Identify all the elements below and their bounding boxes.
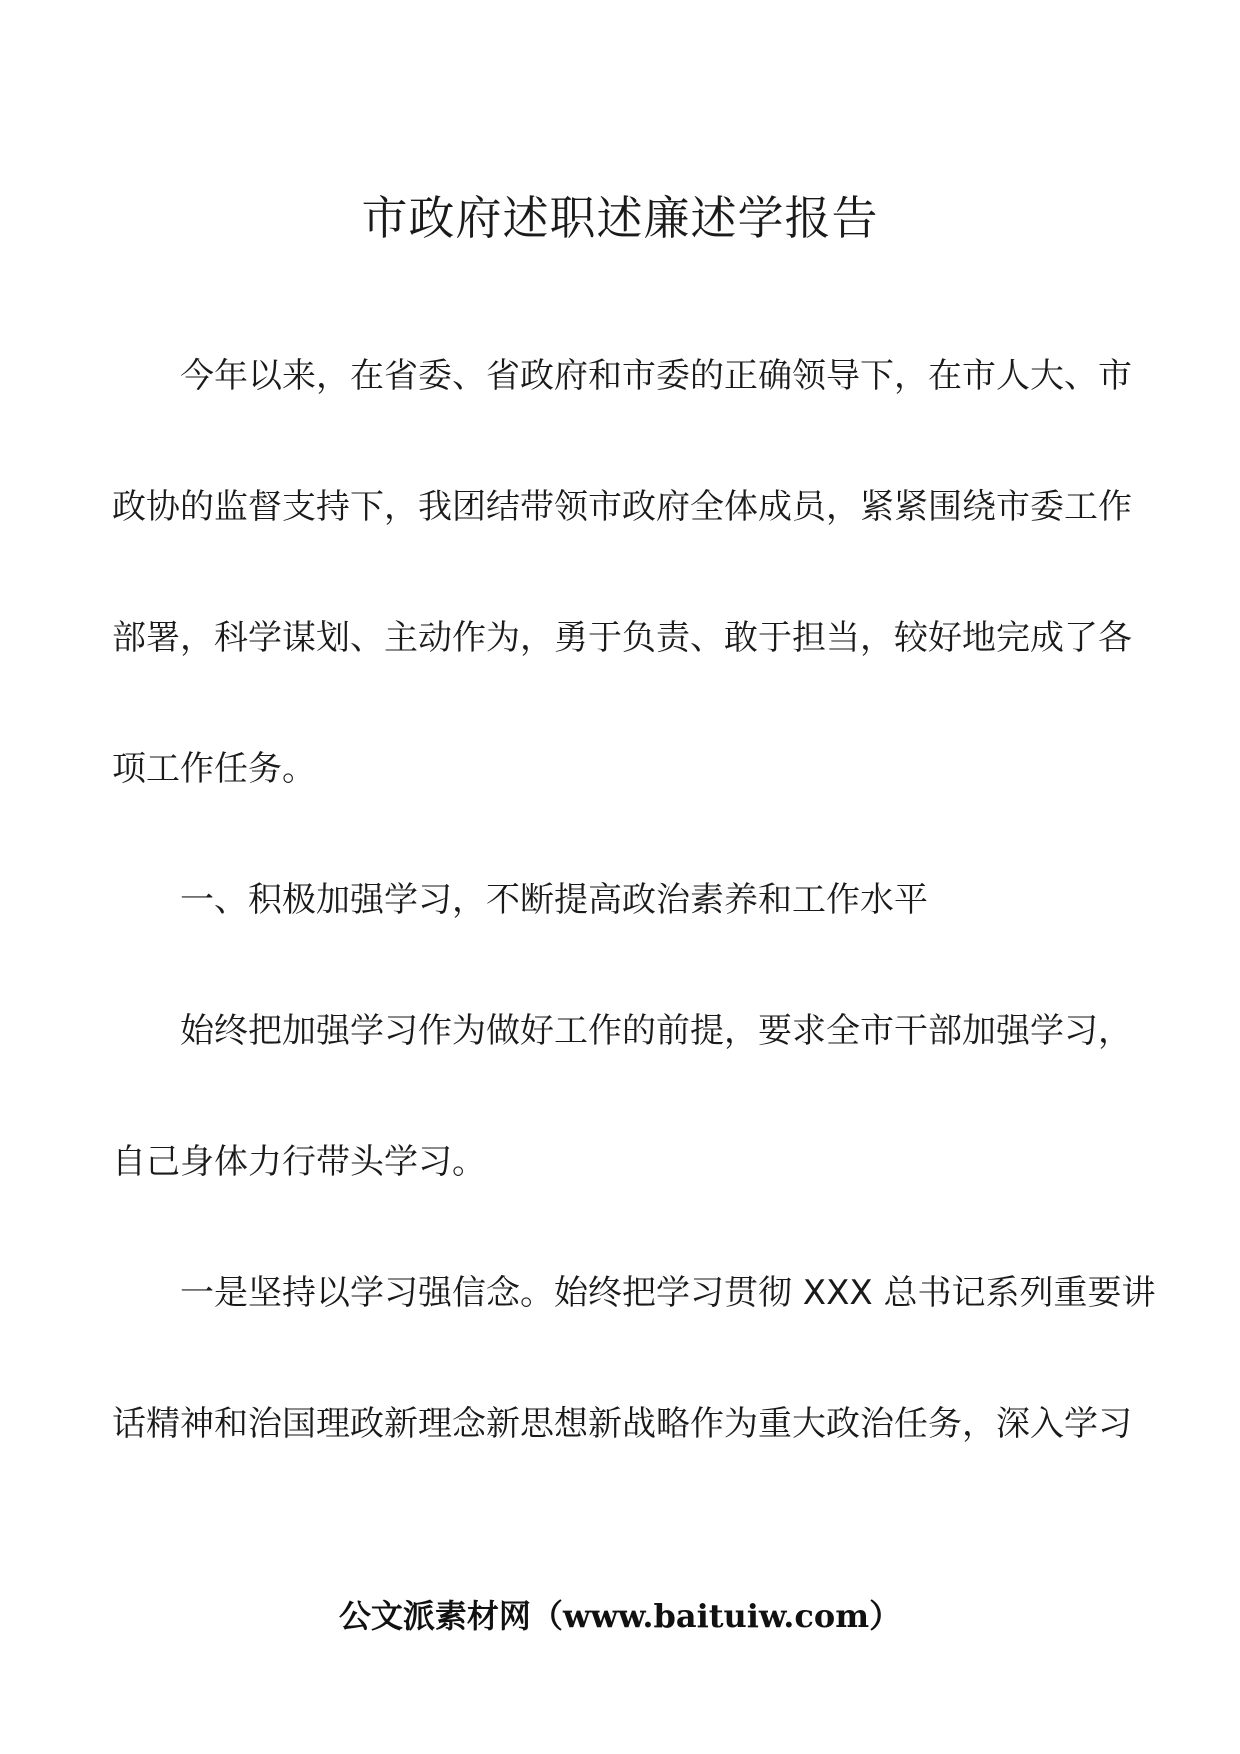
paragraph-line: 部署，科学谋划、主动作为，勇于负责、敢于担当，较好地完成了各 <box>112 618 1132 658</box>
paragraph-line: 始终把加强学习作为做好工作的前提，要求全市干部加强学习， <box>180 1011 1132 1051</box>
footer-source: 公文派素材网（www.baituiw.com） <box>338 1597 902 1635</box>
paragraph-line: 项工作任务。 <box>112 749 316 789</box>
document-title: 市政府述职述廉述学报告 <box>361 191 879 245</box>
paragraph-line: 今年以来，在省委、省政府和市委的正确领导下，在市人大、市 <box>180 356 1132 396</box>
paragraph-line: 政协的监督支持下，我团结带领市政府全体成员，紧紧围绕市委工作 <box>112 487 1132 527</box>
section-heading: 一、积极加强学习，不断提高政治素养和工作水平 <box>180 880 928 920</box>
paragraph-line: 话精神和治国理政新理念新思想新战略作为重大政治任务，深入学习 <box>112 1404 1132 1444</box>
paragraph-line: 自己身体力行带头学习。 <box>112 1142 486 1182</box>
paragraph-line: 一是坚持以学习强信念。始终把学习贯彻 XXX 总书记系列重要讲 <box>180 1273 1156 1313</box>
